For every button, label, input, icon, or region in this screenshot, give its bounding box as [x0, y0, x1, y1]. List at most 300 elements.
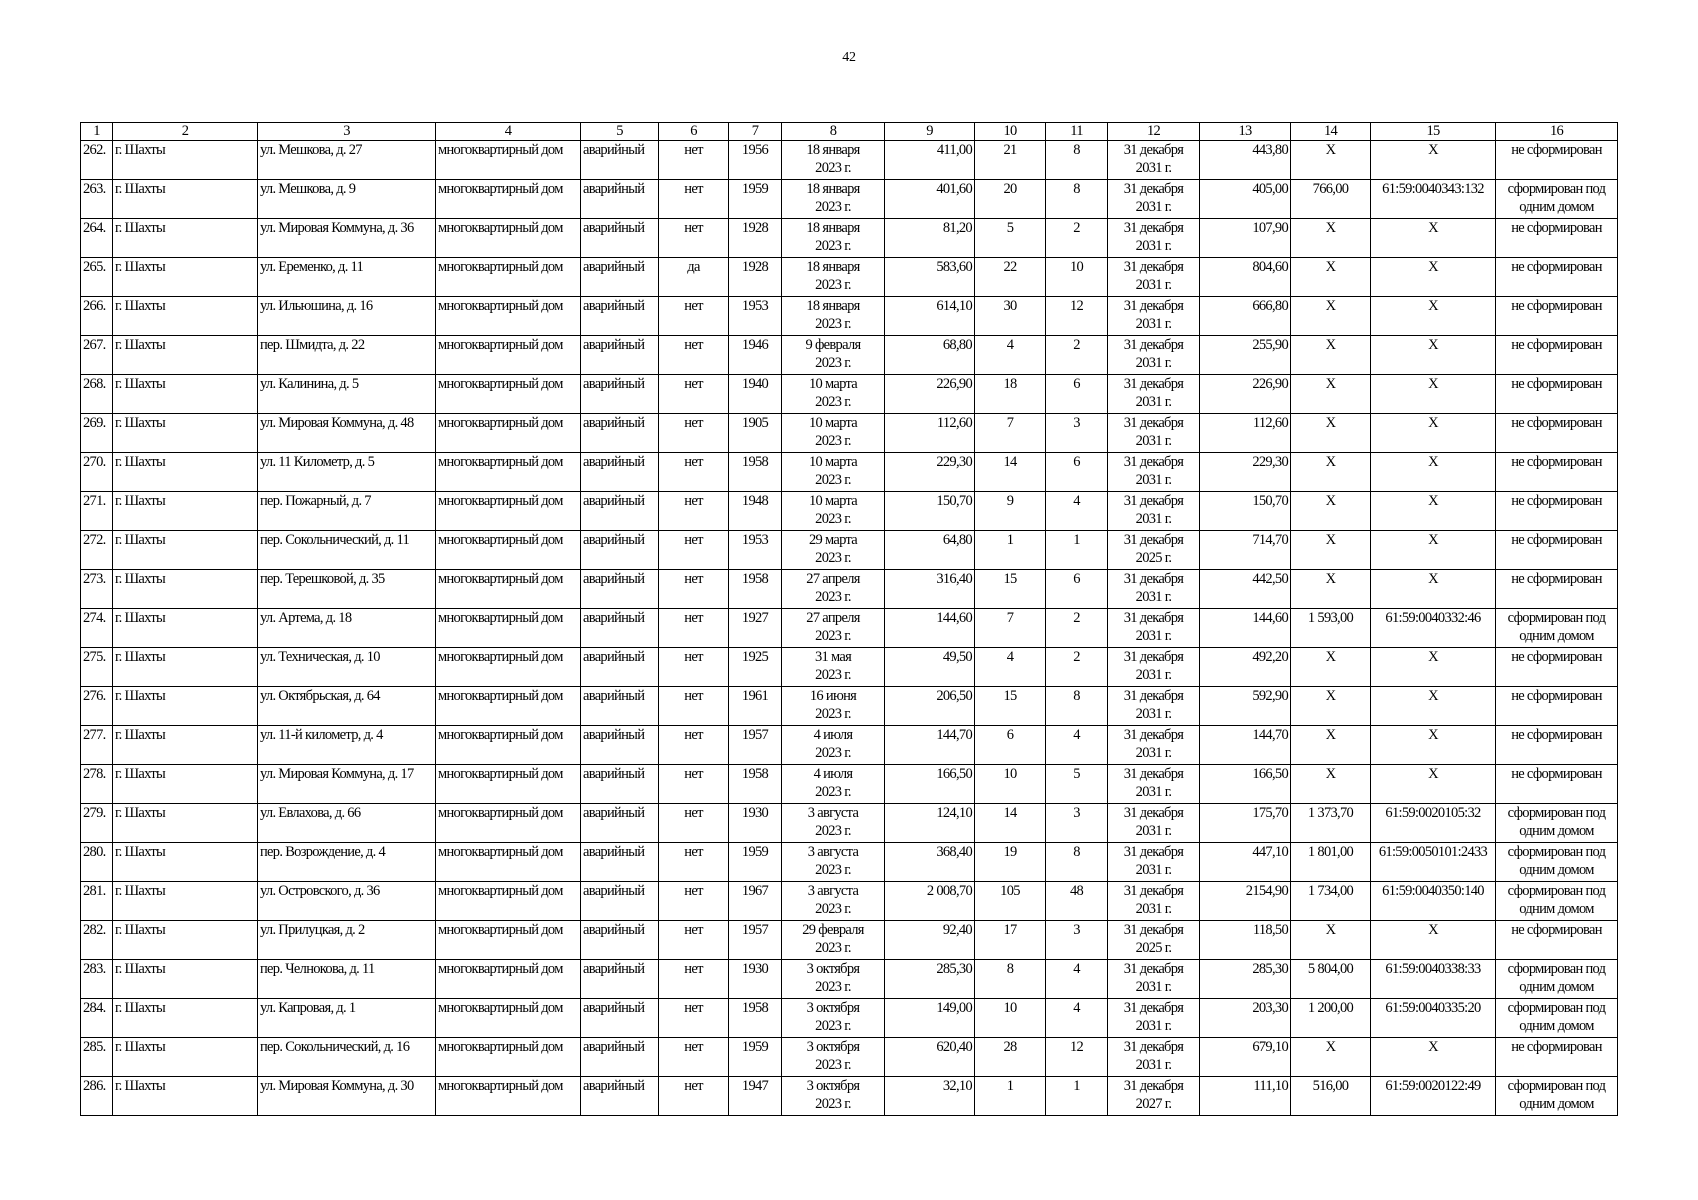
- premises-cell: [1046, 531, 1108, 570]
- condition-line-1: аварийный: [583, 337, 645, 353]
- total-area-cell: [1200, 570, 1291, 609]
- residents-line-1: 7: [1006, 415, 1014, 431]
- recognition-date-line-1: 18 января: [806, 298, 860, 314]
- land-area-cell: [1291, 960, 1371, 999]
- column-number-2: 2: [113, 123, 258, 141]
- total-area-line-1: 666,80: [1252, 298, 1288, 314]
- condition-cell: [581, 492, 659, 531]
- area-line-1: 149,00: [936, 1000, 972, 1016]
- table-row: [81, 219, 1618, 258]
- row-number-line-1: 276.: [83, 688, 106, 704]
- land-status-line-1: сформирован под: [1507, 883, 1606, 899]
- city-line-1: г. Шахты: [115, 337, 165, 353]
- residents-cell: [975, 726, 1046, 765]
- address-line-1: ул. Евлахова, д. 66: [260, 805, 361, 821]
- land-area-cell: [1291, 492, 1371, 531]
- land-area-cell: [1291, 1038, 1371, 1077]
- area-line-1: 68,80: [942, 337, 972, 353]
- residents-line-1: 1: [1006, 1078, 1014, 1094]
- recognition-date-cell: [782, 492, 885, 531]
- column-number-16: 16: [1496, 123, 1618, 141]
- address-line-1: ул. 11-й километр, д. 4: [260, 727, 383, 743]
- land-status-cell: [1496, 258, 1618, 297]
- residents-line-1: 17: [1003, 922, 1017, 938]
- planned-date-line-2: 2031 г.: [1135, 745, 1172, 761]
- land-status-line-2: одним домом: [1519, 862, 1594, 878]
- land-status-line-1: не сформирован: [1511, 571, 1602, 587]
- land-area-cell: [1291, 414, 1371, 453]
- city-cell: [113, 765, 258, 804]
- condition-line-1: аварийный: [583, 649, 645, 665]
- area-cell: [885, 375, 975, 414]
- row-number-line-1: 262.: [83, 142, 106, 158]
- recognition-date-line-2: 2023 г.: [815, 667, 851, 683]
- area-cell: [885, 960, 975, 999]
- recognition-date-cell: [782, 570, 885, 609]
- address-cell: [258, 1038, 436, 1077]
- planned-date-line-2: 2031 г.: [1135, 784, 1172, 800]
- land-area-cell: [1291, 921, 1371, 960]
- city-line-1: г. Шахты: [115, 454, 165, 470]
- flag-line-1: нет: [684, 454, 703, 470]
- flag-line-1: нет: [684, 1000, 703, 1016]
- land-status-cell: [1496, 531, 1618, 570]
- building-type-cell: [436, 609, 581, 648]
- condition-line-1: аварийный: [583, 493, 645, 509]
- area-line-1: 2 008,70: [926, 883, 972, 899]
- row-number: [81, 609, 113, 648]
- area-cell: [885, 258, 975, 297]
- residents-cell: [975, 609, 1046, 648]
- total-area-cell: [1200, 921, 1291, 960]
- building-type-cell: [436, 687, 581, 726]
- land-status-line-2: одним домом: [1519, 823, 1594, 839]
- address-line-1: ул. Островского, д. 36: [260, 883, 380, 899]
- area-line-1: 285,30: [936, 961, 972, 977]
- building-type-line-1: многоквартирный дом: [438, 688, 563, 704]
- address-cell: [258, 648, 436, 687]
- address-cell: [258, 375, 436, 414]
- flag-line-1: нет: [684, 142, 703, 158]
- cadastral-number-cell: [1371, 297, 1496, 336]
- condition-cell: [581, 180, 659, 219]
- land-status-line-1: сформирован под: [1507, 181, 1606, 197]
- planned-date-cell: [1108, 882, 1200, 921]
- cadastral-number-line-1: X: [1428, 532, 1438, 548]
- land-status-cell: [1496, 921, 1618, 960]
- address-cell: [258, 804, 436, 843]
- planned-date-cell: [1108, 453, 1200, 492]
- land-status-line-1: сформирован под: [1507, 1000, 1606, 1016]
- row-number-line-1: 270.: [83, 454, 106, 470]
- planned-date-line-2: 2031 г.: [1135, 706, 1172, 722]
- city-line-1: г. Шахты: [115, 571, 165, 587]
- condition-line-1: аварийный: [583, 610, 645, 626]
- recognition-date-line-1: 10 марта: [808, 376, 858, 392]
- residents-line-1: 4: [1006, 649, 1014, 665]
- address-line-1: ул. Артема, д. 18: [260, 610, 352, 626]
- address-line-1: ул. Прилуцкая, д. 2: [260, 922, 365, 938]
- recognition-date-line-1: 3 октября: [806, 1039, 860, 1055]
- year-built-cell: [729, 648, 782, 687]
- condition-line-1: аварийный: [583, 298, 645, 314]
- recognition-date-cell: [782, 1077, 885, 1116]
- year-built-cell: [729, 570, 782, 609]
- land-area-cell: [1291, 453, 1371, 492]
- land-status-cell: [1496, 414, 1618, 453]
- cadastral-number-cell: [1371, 1077, 1496, 1116]
- land-area-cell: [1291, 765, 1371, 804]
- total-area-line-1: 285,30: [1252, 961, 1288, 977]
- cadastral-number-cell: [1371, 414, 1496, 453]
- land-status-line-1: не сформирован: [1511, 376, 1602, 392]
- land-area-cell: [1291, 843, 1371, 882]
- land-status-line-1: не сформирован: [1511, 298, 1602, 314]
- table-row: [81, 921, 1618, 960]
- condition-line-1: аварийный: [583, 181, 645, 197]
- total-area-line-1: 592,90: [1252, 688, 1288, 704]
- land-area-line-1: X: [1325, 259, 1336, 275]
- planned-date-line-1: 31 декабря: [1123, 1000, 1184, 1016]
- flag-line-1: нет: [684, 532, 703, 548]
- city-cell: [113, 492, 258, 531]
- land-status-cell: [1496, 882, 1618, 921]
- land-status-line-1: не сформирован: [1511, 220, 1602, 236]
- planned-date-cell: [1108, 219, 1200, 258]
- condition-cell: [581, 336, 659, 375]
- year-built-cell: [729, 180, 782, 219]
- planned-date-line-1: 31 декабря: [1123, 922, 1184, 938]
- premises-line-1: 4: [1073, 493, 1080, 509]
- land-area-line-1: X: [1325, 571, 1336, 587]
- planned-date-cell: [1108, 141, 1200, 180]
- total-area-line-1: 226,90: [1252, 376, 1288, 392]
- condition-line-1: аварийный: [583, 259, 645, 275]
- residents-line-1: 14: [1003, 454, 1017, 470]
- flag-line-1: нет: [684, 649, 703, 665]
- column-number-15: 15: [1371, 123, 1496, 141]
- row-number: [81, 1077, 113, 1116]
- year-built-line-1: 1961: [741, 688, 769, 704]
- condition-cell: [581, 141, 659, 180]
- total-area-line-1: 175,70: [1252, 805, 1288, 821]
- land-area-line-1: 1 593,00: [1307, 610, 1354, 626]
- condition-cell: [581, 375, 659, 414]
- area-cell: [885, 219, 975, 258]
- building-type-cell: [436, 843, 581, 882]
- city-cell: [113, 687, 258, 726]
- total-area-line-1: 405,00: [1252, 181, 1288, 197]
- area-cell: [885, 804, 975, 843]
- planned-date-line-2: 2025 г.: [1135, 550, 1172, 566]
- residents-cell: [975, 765, 1046, 804]
- planned-date-line-1: 31 декабря: [1123, 844, 1184, 860]
- recognition-date-line-2: 2023 г.: [815, 784, 851, 800]
- flag-line-1: нет: [684, 883, 703, 899]
- area-cell: [885, 609, 975, 648]
- total-area-cell: [1200, 414, 1291, 453]
- condition-cell: [581, 570, 659, 609]
- city-cell: [113, 804, 258, 843]
- premises-line-1: 2: [1073, 220, 1080, 236]
- row-number-line-1: 280.: [83, 844, 106, 860]
- premises-line-1: 2: [1073, 649, 1080, 665]
- land-area-line-1: X: [1325, 220, 1336, 236]
- address-line-1: пер. Шмидта, д. 22: [260, 337, 365, 353]
- building-type-line-1: многоквартирный дом: [438, 727, 563, 743]
- area-line-1: 150,70: [936, 493, 972, 509]
- land-area-line-1: X: [1325, 142, 1336, 158]
- year-built-line-1: 1957: [741, 922, 769, 938]
- building-type-line-1: многоквартирный дом: [438, 493, 563, 509]
- city-line-1: г. Шахты: [115, 493, 165, 509]
- flag-line-1: нет: [684, 805, 703, 821]
- land-status-line-1: не сформирован: [1511, 727, 1602, 743]
- planned-date-line-1: 31 декабря: [1123, 259, 1184, 275]
- cadastral-number-cell: [1371, 141, 1496, 180]
- city-cell: [113, 141, 258, 180]
- cadastral-number-cell: [1371, 960, 1496, 999]
- building-type-cell: [436, 531, 581, 570]
- flag-cell: [659, 453, 729, 492]
- flag-cell: [659, 765, 729, 804]
- flag-cell: [659, 375, 729, 414]
- city-cell: [113, 843, 258, 882]
- building-type-cell: [436, 453, 581, 492]
- premises-cell: [1046, 609, 1108, 648]
- row-number: [81, 414, 113, 453]
- row-number-line-1: 283.: [83, 961, 106, 977]
- city-cell: [113, 999, 258, 1038]
- recognition-date-line-1: 4 июля: [813, 727, 853, 743]
- year-built-cell: [729, 726, 782, 765]
- area-cell: [885, 570, 975, 609]
- condition-line-1: аварийный: [583, 1039, 645, 1055]
- address-line-1: пер. Сокольнический, д. 11: [260, 532, 410, 548]
- planned-date-line-2: 2031 г.: [1135, 979, 1172, 995]
- planned-date-cell: [1108, 648, 1200, 687]
- total-area-line-1: 804,60: [1252, 259, 1288, 275]
- total-area-line-1: 714,70: [1252, 532, 1288, 548]
- address-line-1: пер. Терешковой, д. 35: [260, 571, 385, 587]
- land-status-cell: [1496, 336, 1618, 375]
- cadastral-number-cell: [1371, 882, 1496, 921]
- recognition-date-line-2: 2023 г.: [815, 238, 851, 254]
- flag-line-1: нет: [684, 766, 703, 782]
- residents-cell: [975, 141, 1046, 180]
- row-number-line-1: 267.: [83, 337, 106, 353]
- building-type-cell: [436, 375, 581, 414]
- address-line-1: пер. Челнокова, д. 11: [260, 961, 375, 977]
- planned-date-line-1: 31 декабря: [1123, 1039, 1184, 1055]
- cadastral-number-cell: [1371, 921, 1496, 960]
- land-area-cell: [1291, 648, 1371, 687]
- address-cell: [258, 960, 436, 999]
- year-built-line-1: 1958: [741, 1000, 769, 1016]
- address-line-1: пер. Сокольничеcкий, д. 16: [260, 1039, 410, 1055]
- land-status-line-1: не сформирован: [1511, 259, 1602, 275]
- row-number: [81, 960, 113, 999]
- building-type-line-1: многоквартирный дом: [438, 220, 563, 236]
- planned-date-cell: [1108, 570, 1200, 609]
- total-area-cell: [1200, 219, 1291, 258]
- year-built-line-1: 1948: [741, 493, 769, 509]
- residents-line-1: 5: [1006, 220, 1014, 236]
- condition-line-1: аварийный: [583, 688, 645, 704]
- city-cell: [113, 609, 258, 648]
- area-cell: [885, 414, 975, 453]
- recognition-date-cell: [782, 882, 885, 921]
- flag-line-1: нет: [684, 727, 703, 743]
- premises-line-1: 8: [1073, 844, 1080, 860]
- land-status-cell: [1496, 999, 1618, 1038]
- city-cell: [113, 960, 258, 999]
- table-row: [81, 1038, 1618, 1077]
- planned-date-cell: [1108, 999, 1200, 1038]
- residents-line-1: 14: [1003, 805, 1017, 821]
- flag-cell: [659, 726, 729, 765]
- flag-cell: [659, 570, 729, 609]
- recognition-date-line-1: 18 января: [806, 142, 860, 158]
- land-area-cell: [1291, 882, 1371, 921]
- residents-line-1: 8: [1006, 961, 1014, 977]
- land-status-cell: [1496, 297, 1618, 336]
- planned-date-line-2: 2031 г.: [1135, 355, 1172, 371]
- premises-cell: [1046, 258, 1108, 297]
- building-type-line-1: многоквартирный дом: [438, 649, 563, 665]
- residents-cell: [975, 960, 1046, 999]
- planned-date-line-1: 31 декабря: [1123, 376, 1184, 392]
- city-line-1: г. Шахты: [115, 727, 165, 743]
- year-built-cell: [729, 1077, 782, 1116]
- land-area-line-1: 5 804,00: [1307, 961, 1354, 977]
- total-area-line-1: 112,60: [1252, 415, 1288, 431]
- building-type-cell: [436, 258, 581, 297]
- recognition-date-cell: [782, 531, 885, 570]
- area-line-1: 206,50: [936, 688, 972, 704]
- land-area-line-1: 516,00: [1312, 1078, 1349, 1094]
- total-area-cell: [1200, 180, 1291, 219]
- residents-line-1: 20: [1003, 181, 1017, 197]
- land-status-cell: [1496, 804, 1618, 843]
- total-area-cell: [1200, 492, 1291, 531]
- condition-line-1: аварийный: [583, 571, 645, 587]
- city-cell: [113, 258, 258, 297]
- total-area-cell: [1200, 336, 1291, 375]
- table-body: [81, 141, 1618, 1116]
- area-cell: [885, 336, 975, 375]
- premises-cell: [1046, 960, 1108, 999]
- residents-line-1: 18: [1003, 376, 1017, 392]
- row-number: [81, 882, 113, 921]
- recognition-date-cell: [782, 960, 885, 999]
- address-line-1: ул. Мировая Коммуна, д. 17: [260, 766, 414, 782]
- flag-line-1: нет: [684, 1039, 703, 1055]
- total-area-line-1: 150,70: [1252, 493, 1288, 509]
- address-cell: [258, 453, 436, 492]
- building-type-line-1: многоквартирный дом: [438, 961, 563, 977]
- flag-cell: [659, 609, 729, 648]
- planned-date-line-1: 31 декабря: [1123, 766, 1184, 782]
- row-number-line-1: 277.: [83, 727, 106, 743]
- address-line-1: ул. Мировая Коммуна, д. 30: [260, 1078, 414, 1094]
- area-cell: [885, 141, 975, 180]
- land-status-line-1: не сформирован: [1511, 649, 1602, 665]
- area-line-1: 316,40: [936, 571, 972, 587]
- land-status-line-2: одним домом: [1519, 901, 1594, 917]
- premises-line-1: 4: [1073, 1000, 1080, 1016]
- recognition-date-line-2: 2023 г.: [815, 316, 851, 332]
- column-number-5: 5: [581, 123, 659, 141]
- area-line-1: 583,60: [936, 259, 972, 275]
- premises-line-1: 3: [1073, 805, 1080, 821]
- total-area-line-1: 679,10: [1252, 1039, 1288, 1055]
- recognition-date-line-2: 2023 г.: [815, 355, 851, 371]
- recognition-date-cell: [782, 219, 885, 258]
- address-cell: [258, 921, 436, 960]
- area-line-1: 411,00: [936, 142, 972, 158]
- address-cell: [258, 999, 436, 1038]
- premises-line-1: 3: [1073, 922, 1080, 938]
- land-area-line-1: 1 734,00: [1307, 883, 1354, 899]
- cadastral-number-cell: [1371, 219, 1496, 258]
- year-built-cell: [729, 141, 782, 180]
- residents-cell: [975, 687, 1046, 726]
- land-area-line-1: 1 373,70: [1307, 805, 1354, 821]
- recognition-date-cell: [782, 843, 885, 882]
- cadastral-number-cell: [1371, 648, 1496, 687]
- building-type-line-1: многоквартирный дом: [438, 883, 563, 899]
- land-status-line-2: одним домом: [1519, 1018, 1594, 1034]
- total-area-cell: [1200, 1038, 1291, 1077]
- recognition-date-line-1: 18 января: [806, 259, 860, 275]
- residents-cell: [975, 570, 1046, 609]
- city-cell: [113, 180, 258, 219]
- premises-line-1: 6: [1073, 454, 1080, 470]
- residents-line-1: 10: [1003, 766, 1017, 782]
- cadastral-number-line-1: 61:59:0050101:2433: [1378, 844, 1488, 860]
- cadastral-number-cell: [1371, 726, 1496, 765]
- flag-line-1: нет: [684, 922, 703, 938]
- residents-line-1: 15: [1003, 571, 1017, 587]
- land-status-line-1: не сформирован: [1511, 493, 1602, 509]
- area-cell: [885, 531, 975, 570]
- residents-cell: [975, 999, 1046, 1038]
- city-line-1: г. Шахты: [115, 298, 165, 314]
- year-built-line-1: 1928: [741, 259, 769, 275]
- building-type-cell: [436, 999, 581, 1038]
- area-line-1: 81,20: [942, 220, 972, 236]
- area-cell: [885, 999, 975, 1038]
- residents-cell: [975, 180, 1046, 219]
- land-status-cell: [1496, 219, 1618, 258]
- address-cell: [258, 492, 436, 531]
- city-cell: [113, 726, 258, 765]
- condition-line-1: аварийный: [583, 415, 645, 431]
- table-row: [81, 687, 1618, 726]
- land-status-line-1: не сформирован: [1511, 415, 1602, 431]
- cadastral-number-line-1: X: [1428, 454, 1438, 470]
- year-built-line-1: 1959: [741, 181, 769, 197]
- land-status-cell: [1496, 726, 1618, 765]
- city-cell: [113, 1077, 258, 1116]
- year-built-cell: [729, 921, 782, 960]
- year-built-line-1: 1930: [741, 805, 769, 821]
- table-row: [81, 843, 1618, 882]
- residents-line-1: 10: [1003, 1000, 1017, 1016]
- condition-cell: [581, 219, 659, 258]
- building-type-line-1: многоквартирный дом: [438, 181, 563, 197]
